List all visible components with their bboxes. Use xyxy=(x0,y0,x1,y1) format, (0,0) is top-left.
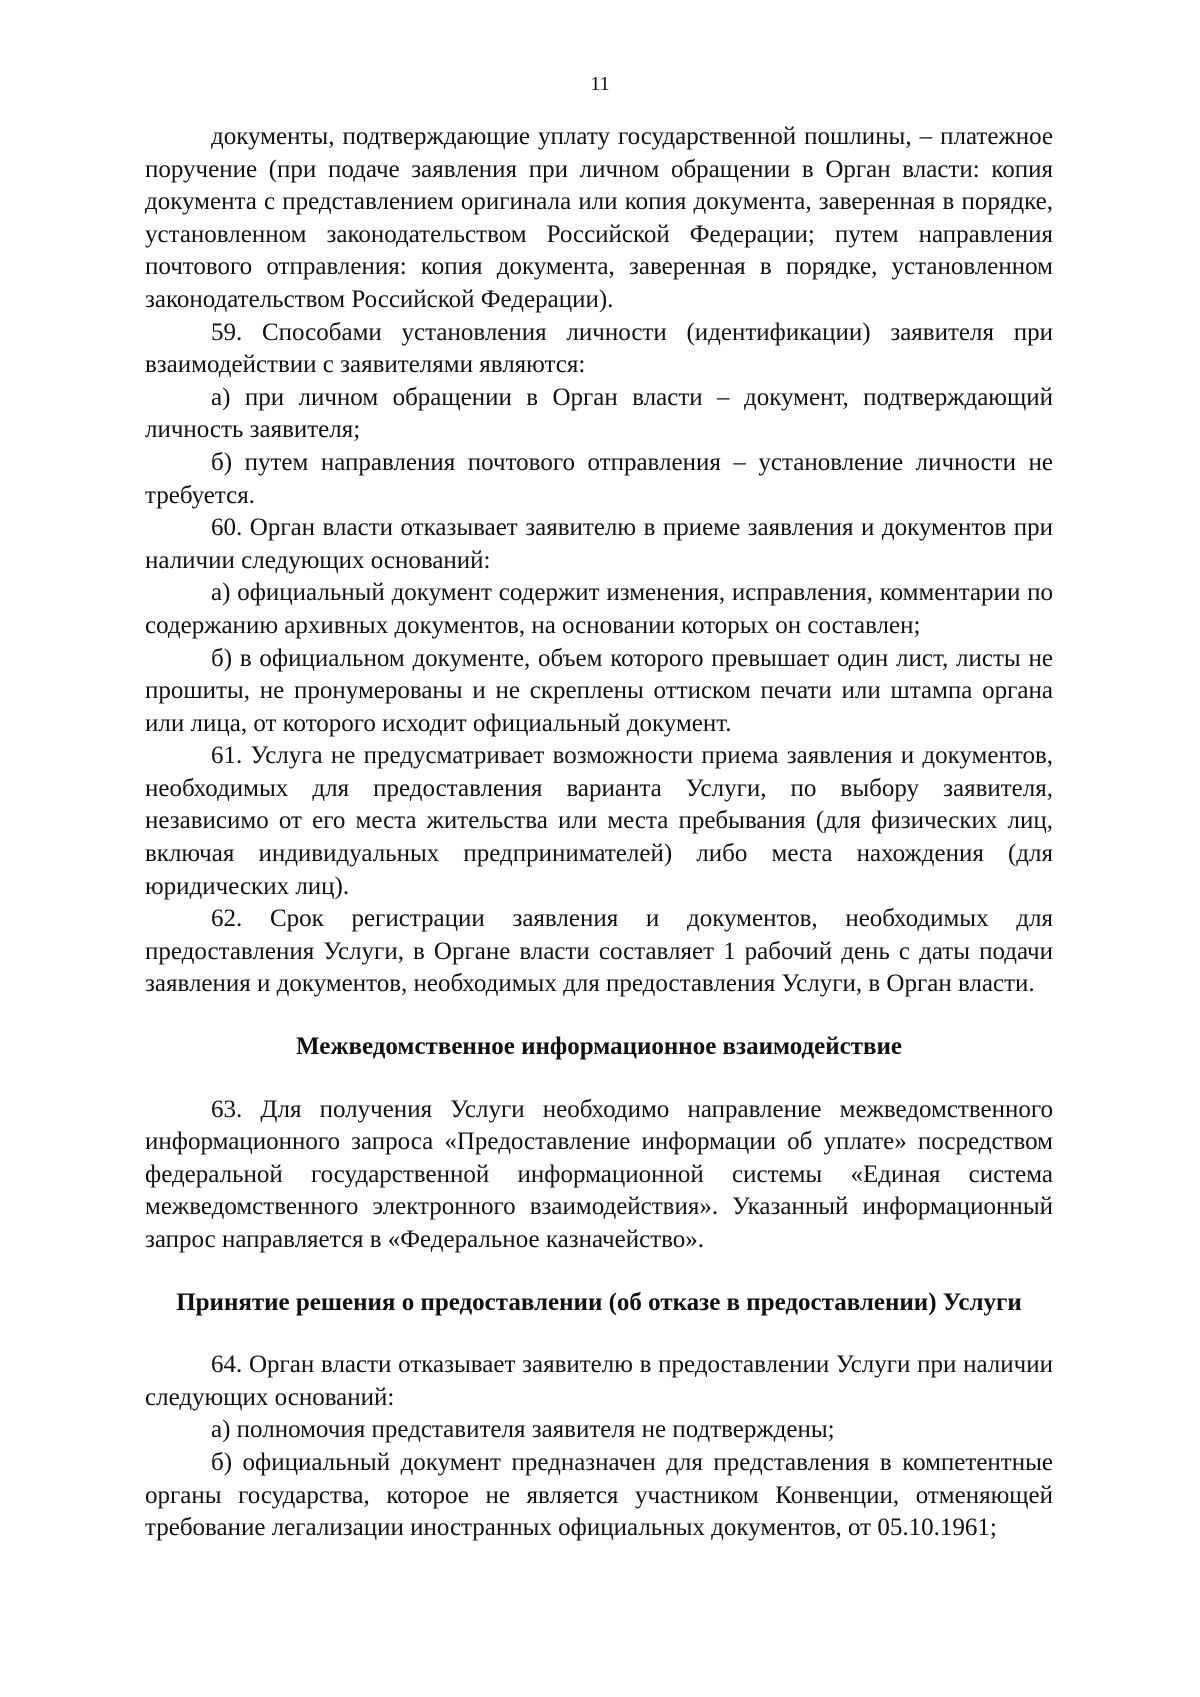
page-number: 11 xyxy=(590,73,610,95)
paragraph-59-b: б) путем направления почтового отправления – установление личности не требуется. xyxy=(145,448,1053,509)
paragraph-63: 63. Для получения Услуги необходимо направление межведомственного информационного запроса «Предоставление информации об уплате» посредством федеральной государственной информационной системы «Единая система межведомственного электронного взаимодействия». Указанный информационный запрос направляется в «Федеральное казначейство». xyxy=(145,1095,1053,1253)
paragraph-60-b: б) в официальном документе, объем которого превышает один лист, листы не прошиты, не пронумерованы и не скреплены оттиском печати или штампа органа или лица, от которого исходит официальный документ. xyxy=(145,644,1053,737)
document-body xyxy=(145,121,1053,1545)
paragraph-64-b: б) официальный документ предназначен для представления в компетентные органы государства, которое не является участником Конвенции, отменяющей требование легализации иностранных официальных документов, от 05.10.1961; xyxy=(145,1448,1053,1542)
paragraph-payment-documents: документы, подтверждающие уплату государственной пошлины, – платежное поручение (при подаче заявления при личном обращении в Орган власти: копия документа с представлением оригинала или копия документа, заверенная в порядке, установленном законодательством Российской Федерации; путем направления почтового отправления: копия документа, заверенная в порядке, установленном законодательством Российской Федерации). xyxy=(145,123,1053,313)
paragraph-59: 59. Способами установления личности (идентификации) заявителя при взаимодействии с заявителями являются: xyxy=(145,318,1053,379)
paragraph-60: 60. Орган власти отказывает заявителю в приеме заявления и документов при наличии следующих оснований: xyxy=(145,514,1053,574)
paragraph-59-a: а) при личном обращении в Орган власти – документ, подтверждающий личность заявителя; xyxy=(145,383,1053,444)
paragraph-61: 61. Услуга не предусматривает возможности приема заявления и документов, необходимых для предоставления варианта Услуги, по выбору заявителя, независимо от его места жительства или места пребывания (для физических лиц, включая индивидуальных предпринимателей) либо места нахождения (для юридических лиц). xyxy=(145,742,1053,900)
paragraph-60-a: а) официальный документ содержит изменения, исправления, комментарии по содержанию архивных документов, на основании которых он составлен; xyxy=(145,579,1053,639)
section-heading-decision: Принятие решения о предоставлении (об отказе в предоставлении) Услуги xyxy=(176,1288,1022,1316)
paragraph-62: 62. Срок регистрации заявления и документов, необходимых для предоставления Услуги, в Органе власти составляет 1 рабочий день с даты подачи заявления и документов, необходимых для предоставления Услуги, в Орган власти. xyxy=(145,905,1053,998)
paragraph-64: 64. Орган власти отказывает заявителю в предоставлении Услуги при наличии следующих оснований: xyxy=(145,1351,1053,1411)
paragraph-64-a: а) полномочия представителя заявителя не подтверждены; xyxy=(211,1416,835,1444)
section-heading-interagency: Межведомственное информационное взаимодействие xyxy=(296,1033,902,1061)
